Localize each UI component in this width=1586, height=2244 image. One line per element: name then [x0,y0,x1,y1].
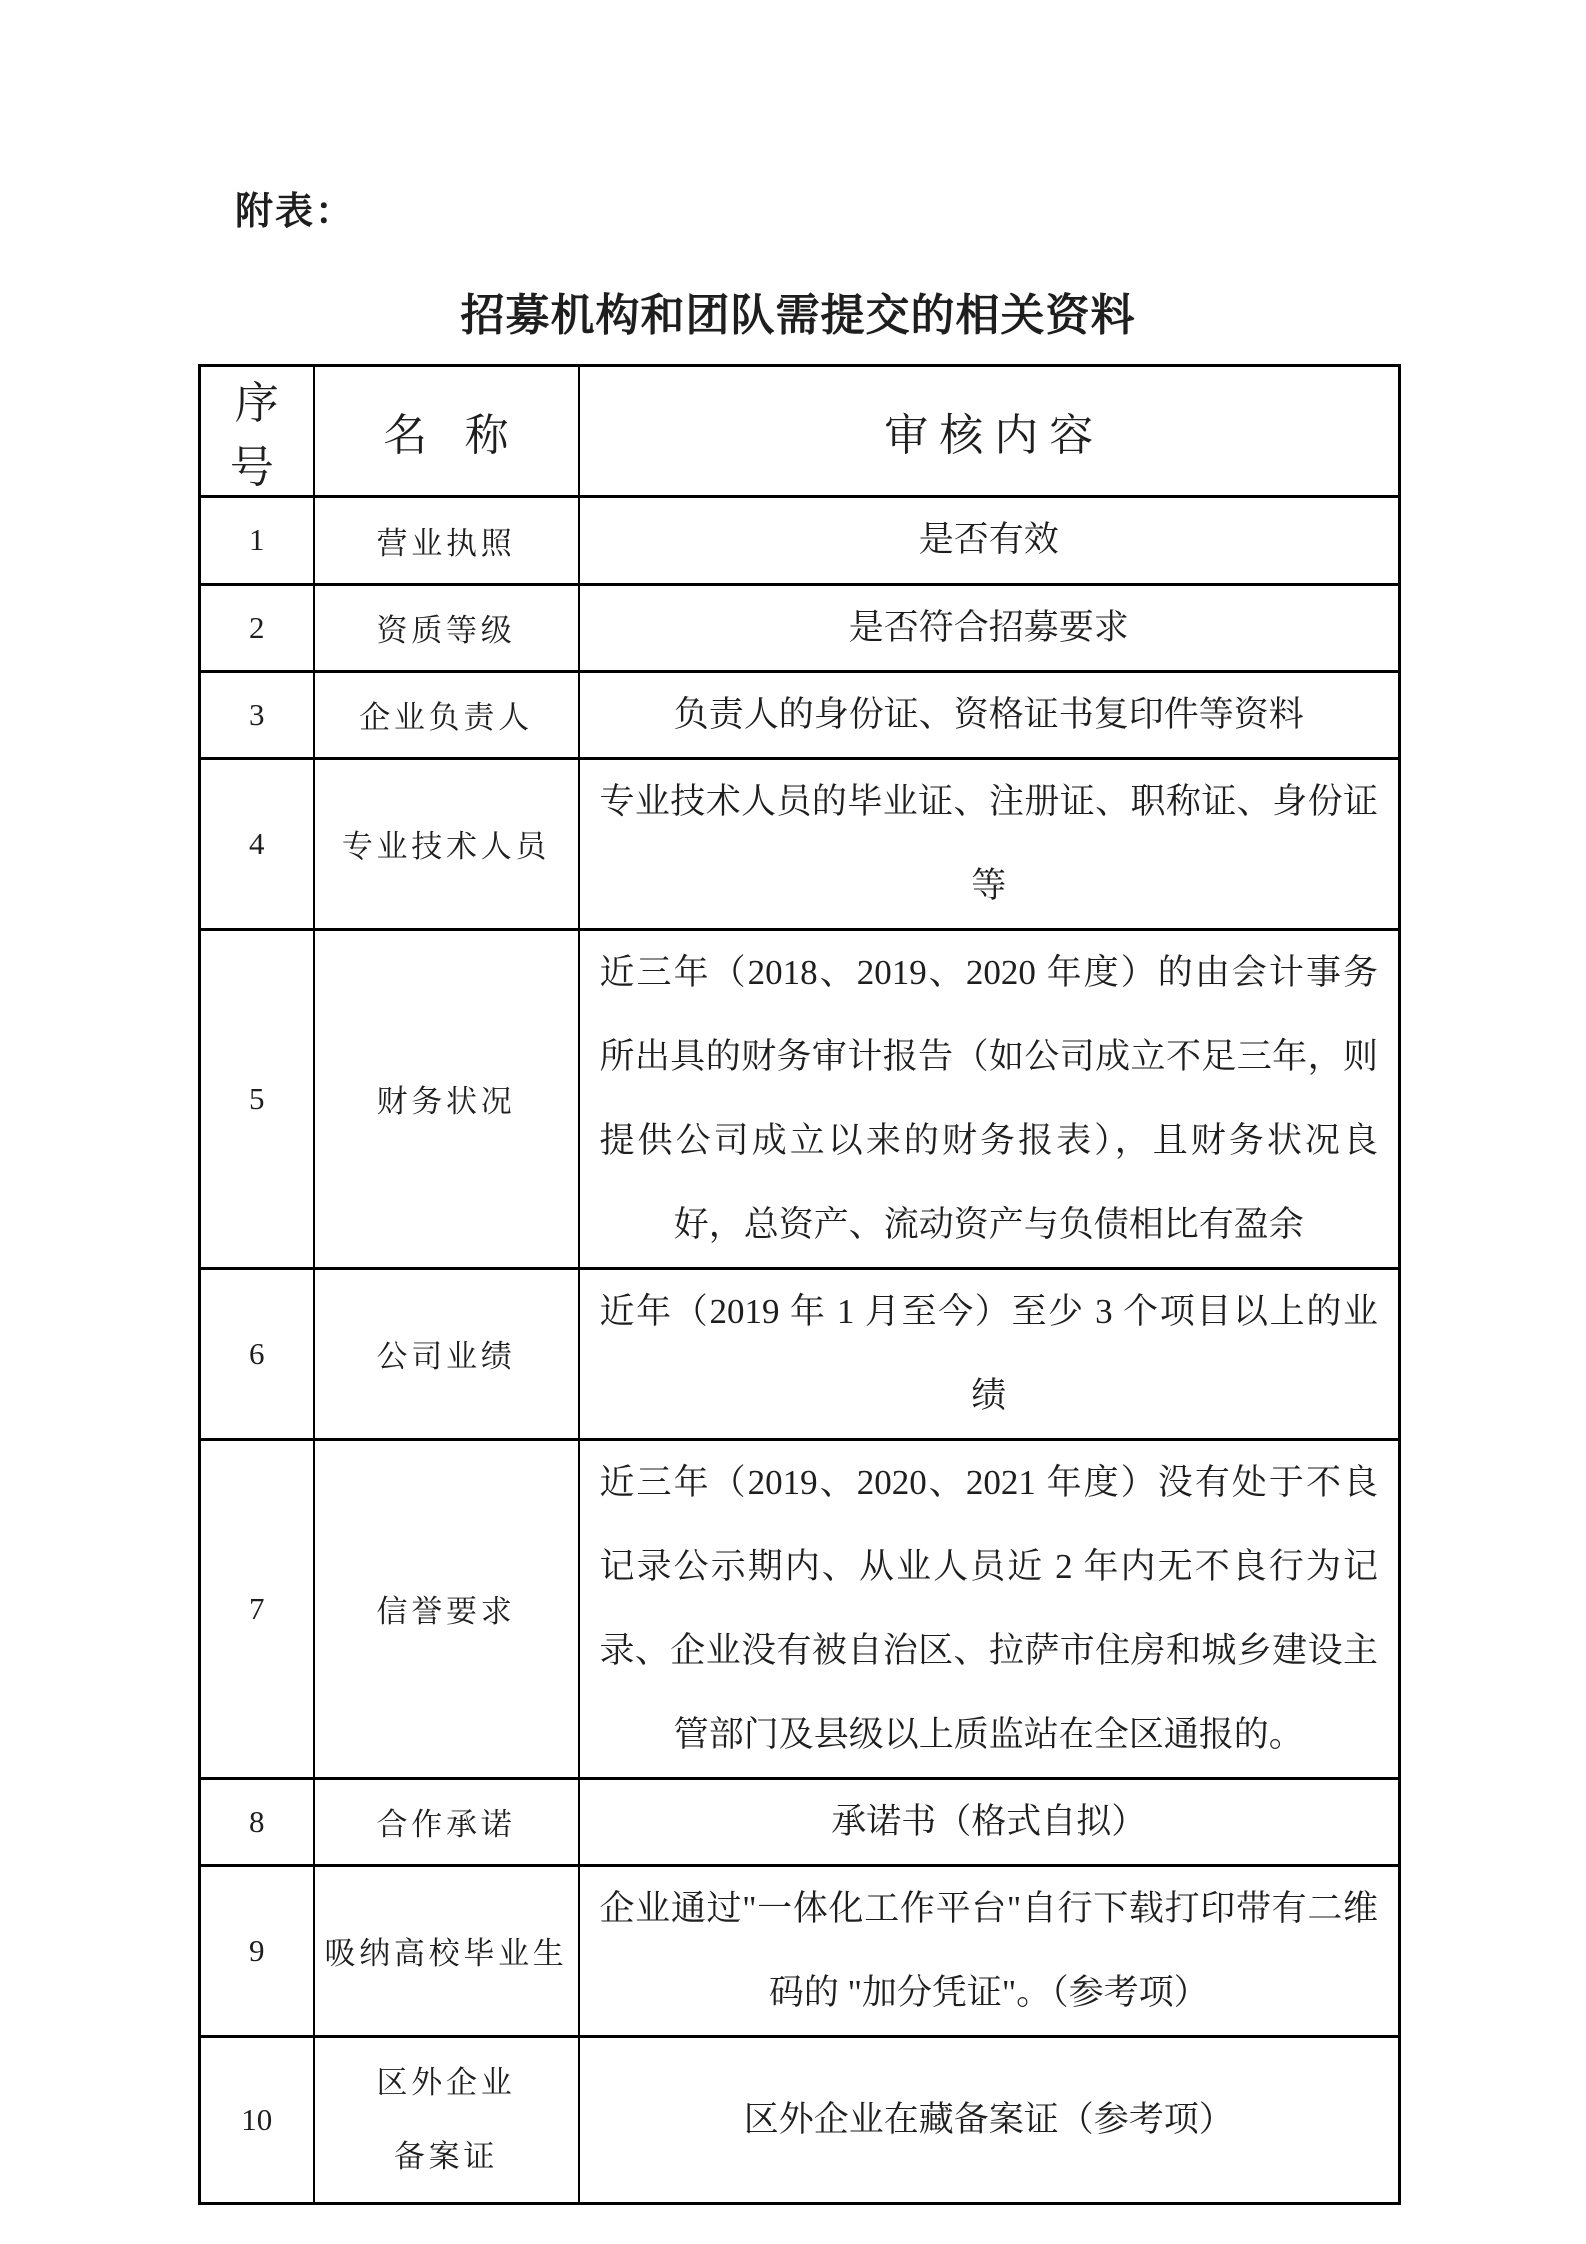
row-content-cell: 负责人的身份证、资格证书复印件等资料 [579,671,1400,758]
row-name-line: 备案证 [393,2138,499,2174]
table-body [200,496,1400,2203]
table-row [200,929,1400,1268]
page-title: 招募机构和团队需提交的相关资料 [460,290,1136,340]
table-row [200,584,1400,671]
table-row [200,1778,1400,1865]
row-content-cell: 专业技术人员的毕业证、注册证、职称证、身份证等 [579,758,1400,929]
table-row [200,496,1400,584]
column-header-name: 名称 [314,365,579,496]
row-name-cell: 企业负责人 [314,671,579,758]
annotation-label: 附表： [235,191,356,233]
row-content-cell: 企业通过"一体化工作平台"自行下载打印带有二维码的 "加分凭证"。（参考项） [579,1865,1400,2036]
row-content-cell: 承诺书（格式自拟） [579,1778,1400,1865]
row-number-cell: 1 [200,496,314,584]
table-row [200,1865,1400,2036]
row-number-cell: 8 [200,1778,314,1865]
row-name-cell: 公司业绩 [314,1268,579,1439]
table-row [200,2036,1400,2203]
row-content-cell: 是否有效 [579,496,1400,584]
row-name-cell: 专业技术人员 [314,758,579,929]
header-row [200,365,1400,496]
row-name-cell: 吸纳高校毕业生 [314,1865,579,2036]
materials-table [198,364,1401,2205]
row-name-cell: 资质等级 [314,584,579,671]
table-row [200,1268,1400,1439]
row-name-cell [314,2036,579,2203]
row-number-cell: 7 [200,1439,314,1778]
row-name-cell: 信誉要求 [314,1439,579,1778]
row-name-cell: 合作承诺 [314,1778,579,1865]
row-number-cell: 2 [200,584,314,671]
row-content-cell: 近年（2019 年 1 月至今）至少 3 个项目以上的业绩 [579,1268,1400,1439]
row-content-cell: 近三年（2019、2020、2021 年度）没有处于不良记录公示期内、从业人员近 2 年内无不良行为记录、企业没有被自治区、拉萨市住房和城乡建设主管部门及县级以上质监站在全区通报的。 [579,1439,1400,1778]
column-header-content: 审核内容 [579,365,1400,496]
column-header-no: 序号 [200,365,314,496]
row-content-cell: 区外企业在藏备案证（参考项） [579,2036,1400,2203]
row-name-cell: 财务状况 [314,929,579,1268]
row-number-cell: 9 [200,1865,314,2036]
row-name-cell: 营业执照 [314,496,579,584]
table-row [200,671,1400,758]
row-number-cell: 10 [200,2036,314,2203]
row-number-cell: 3 [200,671,314,758]
row-content-cell: 是否符合招募要求 [579,584,1400,671]
row-number-cell: 6 [200,1268,314,1439]
table-row [200,1439,1400,1778]
table-row [200,758,1400,929]
row-name-line: 区外企业 [376,2064,516,2100]
row-content-cell: 近三年（2018、2019、2020 年度）的由会计事务所出具的财务审计报告（如公司成立不足三年，则提供公司成立以来的财务报表），且财务状况良好，总资产、流动资产与负债相比有盈余 [579,929,1400,1268]
row-number-cell: 4 [200,758,314,929]
row-number-cell: 5 [200,929,314,1268]
